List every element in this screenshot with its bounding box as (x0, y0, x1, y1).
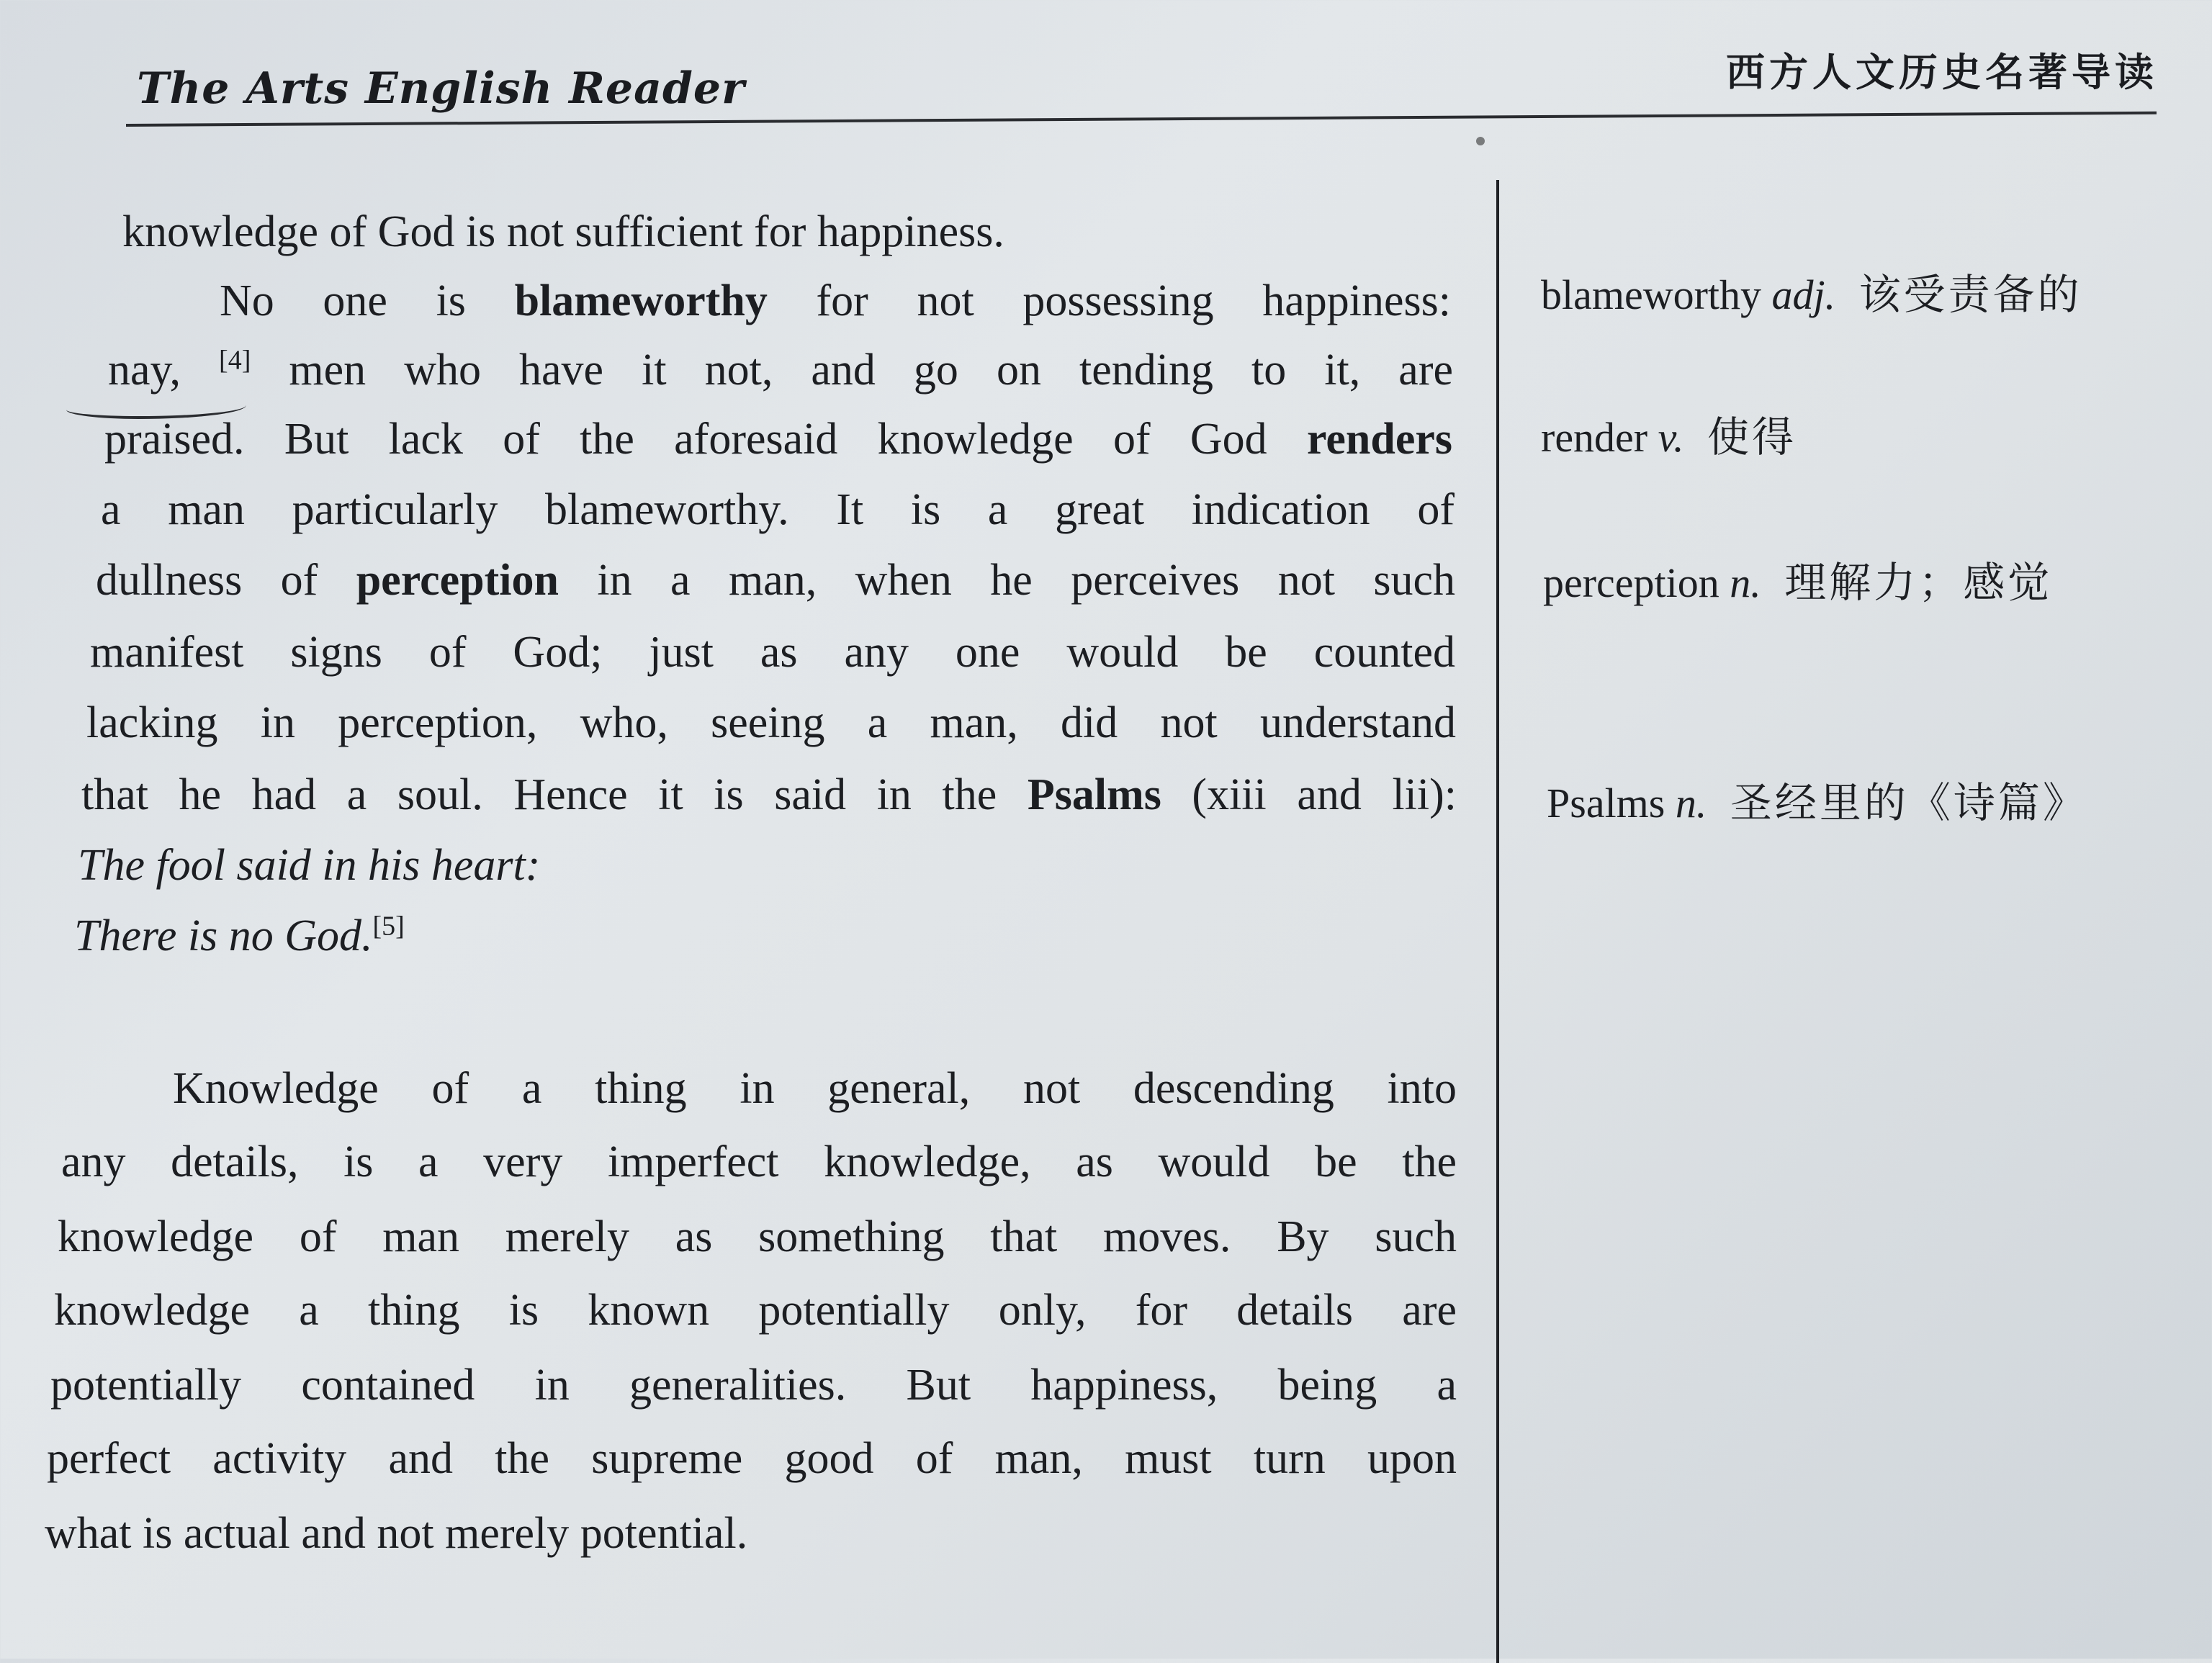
text-line (101, 481, 1455, 538)
gloss-meaning: 该受责备的 (1858, 270, 2082, 319)
text-span: nay, (108, 346, 220, 395)
gloss-meaning: 使得 (1707, 413, 1797, 461)
text-span: that he had a soul. Hence it is said in the (81, 770, 1028, 819)
gloss-meaning: 理解力；感觉 (1784, 558, 2053, 607)
gloss-blameworthy (1541, 261, 2082, 321)
text-line (104, 410, 1452, 468)
text-span: There is no God. (74, 911, 373, 960)
bleed-through-text (1483, 180, 2203, 256)
quote-line (78, 837, 540, 894)
bold-term: Psalms (1027, 770, 1161, 819)
text-line (61, 1133, 1457, 1191)
gloss-pos: adj. (1771, 271, 1836, 318)
text-line (54, 1281, 1457, 1339)
header-book-title: The Arts English Reader (137, 63, 745, 114)
text-line (58, 1208, 1457, 1266)
text-span: knowledge a thing is known potentially only, for details are (54, 1286, 1457, 1335)
text-line (173, 1060, 1457, 1117)
text-line (50, 1356, 1457, 1414)
gloss-word: perception (1543, 559, 1719, 606)
column-divider (1496, 180, 1499, 1663)
gloss-perception (1543, 549, 2052, 609)
bold-term: blameworthy (514, 276, 768, 325)
text-span: perfect activity and the supreme good of man, must turn upon (47, 1434, 1457, 1483)
gloss-word: blameworthy (1541, 271, 1762, 318)
text-line (108, 341, 1453, 399)
text-line (86, 694, 1456, 752)
text-span: men who have it not, and go on tending to it, are (251, 346, 1453, 395)
text-line (122, 203, 1004, 261)
text-span: lacking in perception, who, seeing a man, did not understand (86, 698, 1456, 747)
text-line (81, 766, 1457, 824)
ink-dot (1476, 137, 1485, 145)
text-line (220, 272, 1451, 330)
text-line (90, 623, 1455, 681)
bold-term: perception (356, 556, 559, 605)
text-span: No one is (220, 276, 515, 325)
text-line (47, 1430, 1457, 1487)
gloss-word: render (1541, 414, 1648, 461)
gloss-render (1541, 403, 1797, 464)
text-span: manifest signs of God; just as any one would be counted (90, 628, 1455, 677)
text-span: dullness of (96, 556, 356, 605)
text-span: The fool said in his heart: (78, 841, 541, 890)
text-span: for not possessing happiness: (767, 276, 1451, 325)
text-span: what is actual and not merely potential. (45, 1509, 748, 1558)
gloss-psalms (1547, 769, 2087, 829)
gloss-pos: n. (1730, 559, 1761, 606)
gloss-pos: n. (1675, 780, 1707, 826)
gloss-meaning: 圣经里的《诗篇》 (1730, 778, 2087, 827)
footnote-marker[interactable]: [5] (372, 911, 405, 942)
text-span: praised. But lack of the aforesaid knowledge of God (104, 415, 1307, 464)
text-span: potentially contained in generalities. But happiness, being a (50, 1361, 1457, 1410)
header-series-title: 西方人文历史名著导读 (1726, 50, 2158, 95)
text-span: (xiii and lii): (1161, 770, 1457, 819)
text-span: knowledge of God is not sufficient for happiness. (122, 207, 1004, 256)
text-line (96, 551, 1455, 609)
quote-line (74, 907, 405, 965)
text-span: knowledge of man merely as something that moves. By such (58, 1212, 1457, 1261)
gloss-word: Psalms (1547, 780, 1665, 826)
text-span: Knowledge of a thing in general, not descending into (173, 1064, 1457, 1113)
footnote-marker[interactable]: [4] (219, 345, 251, 376)
bold-term: renders (1306, 415, 1452, 464)
text-span: any details, is a very imperfect knowledge, as would be the (61, 1137, 1457, 1186)
text-span: in a man, when he perceives not such (558, 556, 1456, 605)
text-line (45, 1505, 747, 1562)
text-span: a man particularly blameworthy. It is a great indication of (101, 485, 1455, 534)
gloss-pos: v. (1658, 414, 1684, 461)
